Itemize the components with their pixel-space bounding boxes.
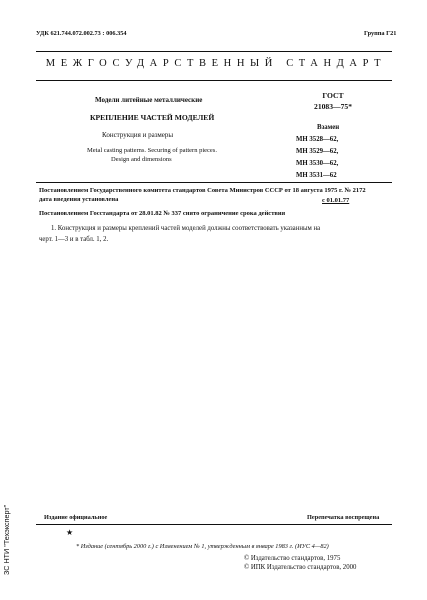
gost-label: ГОСТ (322, 91, 344, 100)
gost-block (304, 91, 362, 112)
decree-rule (36, 182, 392, 183)
reprint-notice: Перепечатка воспрещена (307, 514, 380, 521)
replaced-standard: МН 3530—62, (296, 160, 339, 167)
copyright-1: © Издательство стандартов, 1975 (244, 555, 341, 562)
title-subtitle: Конструкция и размеры (102, 131, 174, 139)
copyright-2: © ИПК Издательство стандартов, 2000 (244, 564, 357, 571)
gost-number: 21083—75* (314, 101, 352, 111)
decree-line-1: Постановлением Государственного комитета стандартов Совета Министров СССР от 18 августа 1975 г. № 2172 (39, 187, 366, 194)
replaces-label: Взамен (317, 124, 340, 131)
title-english-2: Design and dimensions (111, 156, 172, 163)
replaced-standard: МН 3528—62, (296, 136, 339, 143)
replaced-standard: МН 3529—62, (296, 148, 339, 155)
star-mark: ★ (66, 528, 74, 537)
group-code: Группа Г21 (364, 30, 397, 37)
title-category: Модели литейные металлические (95, 96, 203, 104)
footer-rule (36, 524, 392, 525)
introduction-date: с 01.01.77 (322, 197, 350, 204)
side-stamp: ЗС НТИ "Техэксперт" (2, 504, 11, 575)
title-english-1: Metal casting patterns. Securing of pattern pieces. (87, 147, 217, 154)
decree-line-3: Постановлением Госстандарта от 28.01.82 № 337 снято ограничение срока действия (39, 210, 286, 217)
official-edition: Издание официальное (44, 514, 108, 521)
udk-code: УДК 621.744.072.002.73 : 006.354 (36, 30, 127, 37)
banner-rule (36, 80, 392, 81)
title-main: КРЕПЛЕНИЕ ЧАСТЕЙ МОДЕЛЕЙ (90, 113, 215, 122)
top-rule (36, 51, 392, 52)
decree-line-2: дата введения установлена (39, 196, 119, 203)
replaced-standard: МН 3531—62 (296, 172, 337, 179)
standard-banner: МЕЖГОСУДАРСТВЕННЫЙ СТАНДАРТ (45, 58, 387, 69)
body-paragraph-1b: черт. 1—3 и в табл. 1, 2. (39, 236, 109, 243)
body-paragraph-1a: 1. Конструкция и размеры креплений частей моделей должны соответствовать указанным на (51, 225, 321, 232)
edition-note: * Издание (сентябрь 2000 г.) с Изменением № 1, утвержденным в январе 1983 г. (ИУС 4—82) (76, 543, 329, 550)
